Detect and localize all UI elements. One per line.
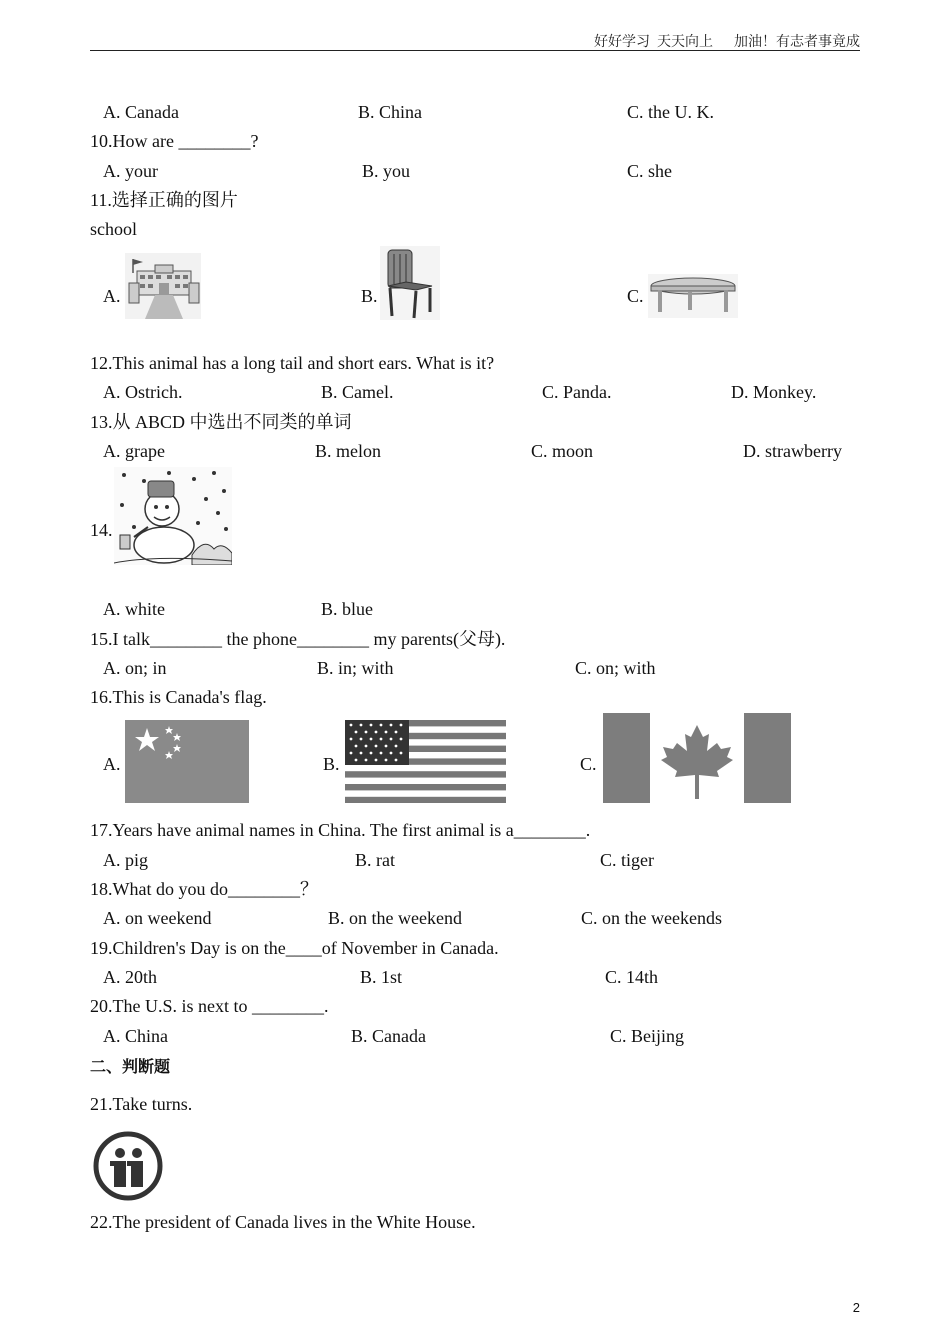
q15-option-c: C. on; with: [575, 658, 656, 678]
q16-stem: 16.This is Canada's flag.: [90, 687, 267, 707]
q15-option-b: B. in; with: [317, 658, 394, 678]
q12-option-a: A. Ostrich.: [103, 382, 183, 402]
q13-option-b: B. melon: [315, 441, 381, 461]
table-icon: [648, 274, 738, 318]
q11-option-a: A.: [103, 286, 121, 306]
q11-option-c: C.: [627, 286, 644, 306]
q13-option-d: D. strawberry: [743, 441, 842, 461]
q14-stem: 14.: [90, 520, 113, 540]
q21-stem: 21.Take turns.: [90, 1094, 193, 1114]
section-heading-judgement: 二、判断题: [90, 1057, 171, 1076]
q20-option-a: A. China: [103, 1026, 168, 1046]
header-slogan: 好好学习 天天向上 加油！有志者事竟成: [594, 35, 860, 50]
q11-word: school: [90, 219, 137, 239]
q14-option-a: A. white: [103, 599, 165, 619]
page-header: [90, 30, 860, 51]
q9-option-b: B. China: [358, 102, 423, 122]
school-building-icon: [125, 253, 201, 319]
q17-option-b: B. rat: [355, 850, 395, 870]
q16-option-b: B.: [323, 754, 340, 774]
q13-option-c: C. moon: [531, 441, 594, 461]
q12-stem: 12.This animal has a long tail and short ears. What is it?: [90, 353, 495, 373]
q20-stem: 20.The U.S. is next to ________.: [90, 996, 329, 1016]
q18-stem: 18.What do you do________？: [90, 879, 318, 899]
q12-option-b: B. Camel.: [321, 382, 394, 402]
q16-option-c: C.: [580, 754, 597, 774]
q19-option-a: A. 20th: [103, 967, 157, 987]
china-flag-icon: [125, 720, 249, 803]
q10-stem: 10.How are ________?: [90, 131, 259, 151]
q17-option-a: A. pig: [103, 850, 148, 870]
q12-option-d: D. Monkey.: [731, 382, 817, 402]
q14-option-b: B. blue: [321, 599, 373, 619]
take-turns-sign-icon: [93, 1131, 163, 1201]
q20-option-b: B. Canada: [351, 1026, 426, 1046]
q11-stem: 11.选择正确的图片: [90, 190, 238, 210]
q13-option-a: A. grape: [103, 441, 165, 461]
q12-option-c: C. Panda.: [542, 382, 612, 402]
q15-option-a: A. on; in: [103, 658, 167, 678]
canada-flag-icon: [603, 713, 791, 803]
q20-option-c: C. Beijing: [610, 1026, 685, 1046]
q19-option-b: B. 1st: [360, 967, 403, 987]
snowman-picture: [114, 467, 232, 565]
q19-option-c: C. 14th: [605, 967, 659, 987]
q17-option-c: C. tiger: [600, 850, 654, 870]
page-number: 2: [852, 1300, 860, 1315]
q9-option-a: A. Canada: [103, 102, 179, 122]
q18-option-a: A. on weekend: [103, 908, 212, 928]
q16-option-a: A.: [103, 754, 121, 774]
q10-option-c: C. she: [627, 161, 672, 181]
q22-stem: 22.The president of Canada lives in the White House.: [90, 1212, 476, 1232]
q15-stem: 15.I talk________ the phone________ my parents(父母).: [90, 629, 506, 649]
q9-option-c: C. the U. K.: [627, 102, 714, 122]
q19-stem: 19.Children's Day is on the____of November in Canada.: [90, 938, 499, 958]
q17-stem: 17.Years have animal names in China. The first animal is a________.: [90, 820, 591, 840]
chair-icon: [380, 246, 440, 320]
q18-option-c: C. on the weekends: [581, 908, 722, 928]
q10-option-b: B. you: [362, 161, 411, 181]
q10-option-a: A. your: [103, 161, 158, 181]
q11-option-b: B.: [361, 286, 378, 306]
usa-flag-icon: [345, 720, 506, 803]
q18-option-b: B. on the weekend: [328, 908, 462, 928]
q13-stem: 13.从 ABCD 中选出不同类的单词: [90, 412, 352, 432]
